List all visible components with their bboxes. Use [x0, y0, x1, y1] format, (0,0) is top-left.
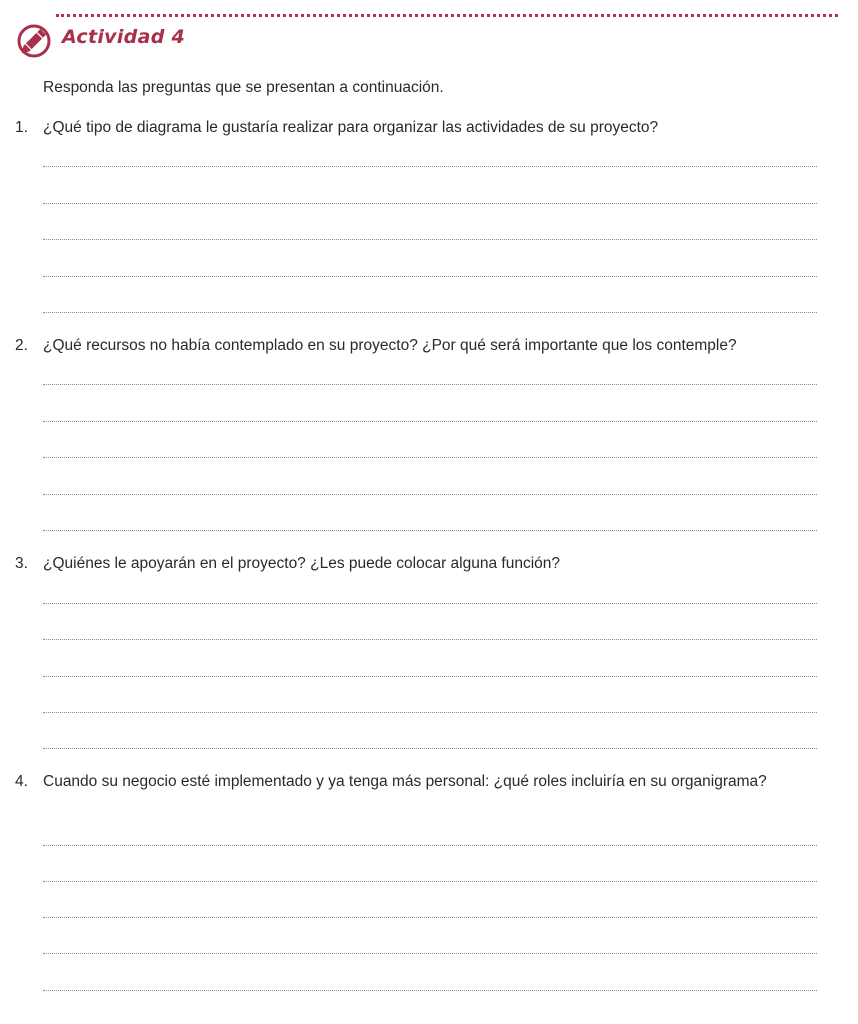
answer-line[interactable] [43, 421, 817, 422]
answer-line[interactable] [43, 603, 817, 604]
question-1 [15, 117, 818, 139]
question-text: ¿Quiénes le apoyarán en el proyecto? ¿Les puede colocar alguna función? [43, 555, 561, 572]
question-text: Cuando su negocio esté implementado y ya tenga más personal: ¿qué roles incluiría en su organigrama? [43, 773, 767, 790]
question-2 [15, 335, 818, 357]
answer-line[interactable] [43, 845, 817, 846]
answer-line[interactable] [43, 712, 817, 713]
instructions: Responda las preguntas que se presentan a continuación. [43, 79, 444, 96]
question-4 [15, 771, 818, 793]
answer-line[interactable] [43, 953, 817, 954]
activity-title: Actividad 4 [62, 26, 186, 48]
question-3 [15, 553, 818, 575]
question-number: 3. [15, 555, 28, 572]
answer-line[interactable] [43, 276, 817, 277]
answer-line[interactable] [43, 203, 817, 204]
question-number: 2. [15, 337, 28, 354]
question-text: ¿Qué tipo de diagrama le gustaría realizar para organizar las actividades de su proyecto? [43, 119, 659, 136]
answer-line[interactable] [43, 917, 817, 918]
answer-line[interactable] [43, 494, 817, 495]
question-number: 4. [15, 773, 28, 790]
answer-line[interactable] [43, 457, 817, 458]
answer-line[interactable] [43, 530, 817, 531]
answer-line[interactable] [43, 312, 817, 313]
answer-line[interactable] [43, 881, 817, 882]
answer-line[interactable] [43, 639, 817, 640]
answer-line[interactable] [43, 676, 817, 677]
top-dotted-border [56, 14, 838, 17]
answer-line[interactable] [43, 239, 817, 240]
answer-line[interactable] [43, 990, 817, 991]
answer-line[interactable] [43, 166, 817, 167]
question-text: ¿Qué recursos no había contemplado en su proyecto? ¿Por qué será importante que los contemple? [43, 337, 737, 354]
pencil-icon [15, 22, 53, 60]
answer-line[interactable] [43, 384, 817, 385]
answer-line[interactable] [43, 748, 817, 749]
question-number: 1. [15, 119, 28, 136]
